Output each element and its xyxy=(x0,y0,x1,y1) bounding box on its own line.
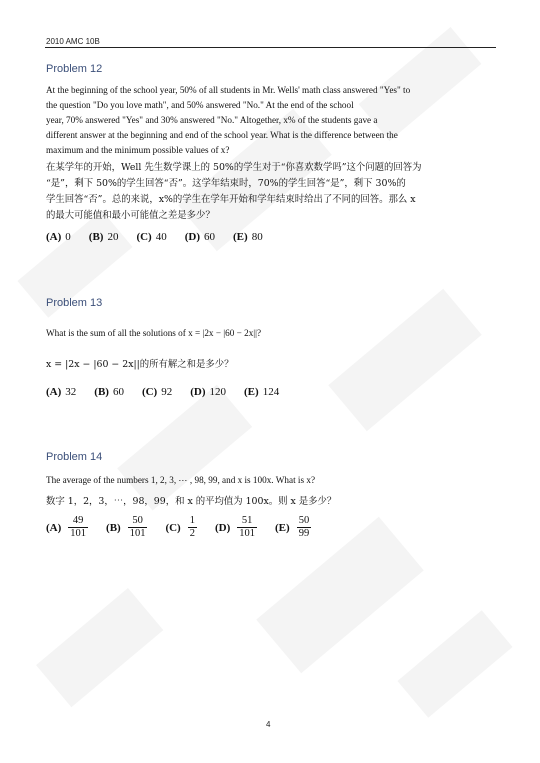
text-line: What is the sum of all the solutions of x = |2x − |60 − 2x||? xyxy=(46,328,262,338)
text-line: “是”，剩下 50%的学生回答“否”。这学年结束时，70%的学生回答“是”，剩下 30%的 xyxy=(46,178,406,189)
answer-choice: (E) $\frac{50}{99}$ xyxy=(275,515,310,539)
answer-choice: (E) 80 xyxy=(233,231,263,243)
page-number: 4 xyxy=(266,720,271,729)
problem-14-title: Problem 14 xyxy=(46,451,103,463)
answer-choice: (E) 124 xyxy=(244,386,280,398)
answer-choice: (D) 120 xyxy=(190,386,227,398)
text-line: different answer at the beginning and end of the school year. What is the difference between the xyxy=(46,130,398,140)
answer-choice: (B) 20 xyxy=(88,231,119,243)
problem-13-english xyxy=(46,326,496,341)
problem-13-chinese xyxy=(46,357,498,373)
answer-choice: (A) 32 xyxy=(46,386,77,398)
answer-choice: (A) $\frac{49}{101}$ xyxy=(46,515,87,539)
fraction: $\frac{50}{101}$ xyxy=(129,515,146,539)
answer-choice: (C) 92 xyxy=(141,386,173,398)
problem-12-title: Problem 12 xyxy=(46,63,103,75)
problem-13-title: Problem 13 xyxy=(46,297,103,309)
problem-14-english xyxy=(46,473,496,488)
answer-choice: (A) 0 xyxy=(46,231,71,243)
text-line: 数字 1，2，3，⋯，98，99，和 x 的平均值为 100x。则 x 是多少？ xyxy=(46,496,337,507)
answer-choice: (C) 40 xyxy=(136,231,167,243)
answer-choice: (D) 60 xyxy=(184,231,216,243)
answer-choice: (B) $\frac{50}{101}$ xyxy=(106,515,146,539)
fraction: $\frac{1}{2}$ xyxy=(189,515,195,539)
fraction: $\frac{51}{101}$ xyxy=(239,515,256,539)
problem-12-choices xyxy=(46,231,281,243)
page-header: 2010 AMC 10B xyxy=(46,37,100,46)
answer-choice: (C) $\frac{1}{2}$ xyxy=(165,515,195,539)
fraction: $\frac{49}{101}$ xyxy=(70,515,87,539)
problem-14-chinese xyxy=(46,494,498,510)
answer-choice: (D) $\frac{51}{101}$ xyxy=(214,515,256,539)
text-line: x = |2x − |60 − 2x||的所有解之和是多少？ xyxy=(46,359,234,370)
problem-12-chinese xyxy=(46,160,498,224)
text-line: 的最大可能值和最小可能值之差是多少？ xyxy=(46,210,215,221)
problem-14-choices xyxy=(46,515,329,540)
text-line: year, 70% answered "Yes" and 30% answered "No." Altogether, x% of the students gave a xyxy=(46,115,378,125)
problem-13-choices xyxy=(46,386,297,398)
answer-choice: (B) 60 xyxy=(94,386,124,398)
fraction: $\frac{50}{99}$ xyxy=(298,515,310,539)
text-line: At the beginning of the school year, 50% of all students in Mr. Wells' math class answered "Yes" to xyxy=(46,85,411,95)
text-line: 在某学年的开始，Well 先生数学课上的 50%的学生对于“你喜欢数学吗”这个问题的回答为 xyxy=(46,162,422,173)
text-line: maximum and the minimum possible values of x? xyxy=(46,145,230,155)
text-line: 学生回答“否”。总的来说，x%的学生在学年开始和学年结束时给出了不同的回答。那么 x xyxy=(46,194,416,205)
header-divider xyxy=(45,47,496,48)
text-line: The average of the numbers 1, 2, 3, ⋯ , 98, 99, and x is 100x. What is x? xyxy=(46,475,316,485)
text-line: the question "Do you love math", and 50% answered "No." At the end of the school xyxy=(46,100,354,110)
problem-12-english xyxy=(46,83,496,158)
